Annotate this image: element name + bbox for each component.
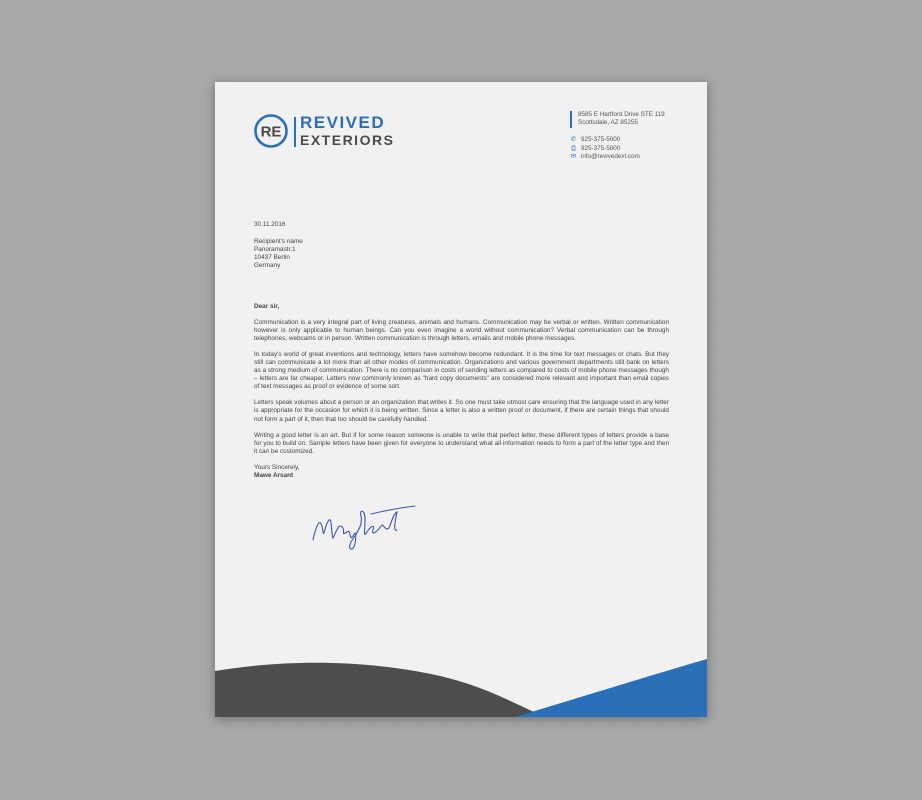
fax-icon: ⎙: [570, 144, 577, 152]
paragraph: Letters speak volumes about a person or an organization that writes it. So one must take utmost care ensuring that the language used in any letter is appropriate for the occasion for which it is being written. Since a letter is also a written proof or document, if there are certain things that should not form a part of it, then that too should be carefully handled.: [254, 399, 669, 423]
fax-row: [570, 144, 700, 152]
phone-row: [570, 136, 700, 144]
fax-number: 925-375-5000: [581, 144, 621, 152]
phone-icon: ✆: [570, 136, 577, 144]
logo-name-line2: EXTERIORS: [300, 132, 395, 148]
letterhead-sheet: [215, 82, 707, 717]
closing: Yours Sincerely,: [254, 463, 300, 471]
email-address: info@revivedext.com: [581, 152, 640, 160]
recipient-line: Panoramastr.1: [254, 246, 296, 254]
address-line-2: Scottsdale, AZ 85255: [578, 119, 638, 126]
salutation: Dear sir,: [254, 303, 280, 311]
address: [570, 111, 700, 127]
phone-number: 925-375-5000: [581, 136, 621, 144]
recipient-line: Germany: [254, 262, 281, 270]
address-line-1: 8585 E Hartford Drive STE 119: [578, 111, 665, 118]
letter-date: 30.11.2016: [254, 221, 286, 228]
logo-divider: [294, 117, 296, 147]
email-row: [570, 153, 700, 161]
paragraph: Writing a good letter is an art. But if for some reason someone is unable to write that perfect letter, these different types of letters provide a base for you to build on. Sample letters have been given for everyone to understand what all information needs to form a part of the letter type and then it can be customized.: [254, 431, 669, 455]
recipient-line: Recipient's name: [254, 238, 303, 246]
address-accent-bar: [570, 111, 572, 128]
logo-name-line1: REVIVED: [300, 113, 386, 132]
footer-swoosh: [215, 659, 707, 717]
logo-mark-icon: [253, 113, 289, 149]
recipient-line: 10437 Berlin: [254, 254, 290, 262]
letter-body: [254, 221, 669, 480]
company-logo: [253, 113, 403, 149]
mail-icon: ✉: [570, 152, 577, 160]
paragraph: Communication is a very integral part of living creatures, animals and humans. Communication may be verbal or written. Written communication however is only applicable to human beings. Can you even imagine a world without communication? Verbal communication can be through telephones, webcams or in person. Written communication is through letters, emails and mobile phone messages.: [254, 318, 669, 342]
recipient-address: [254, 238, 669, 270]
paragraph: In today's world of great inventions and technology, letters have somehow become redundant. It is the time for text messages or chats. But they still can communicate a lot more than all other modes of communication. Organizations and various government departments still bank on letters as a strong medium of communication. There is no comparison in costs of sending letters as compared to costs of mobile phone messages though – letters are far cheaper. Letters now commonly known as "hard copy documents" are considered more relevant and important than email copies of text messages as proof or evidence of some sort.: [254, 350, 669, 391]
handwritten-signature: [311, 502, 417, 554]
contact-block: [570, 111, 700, 161]
svg-text:RE: RE: [260, 123, 282, 141]
signer-name: Mawe Arsant: [254, 471, 294, 479]
